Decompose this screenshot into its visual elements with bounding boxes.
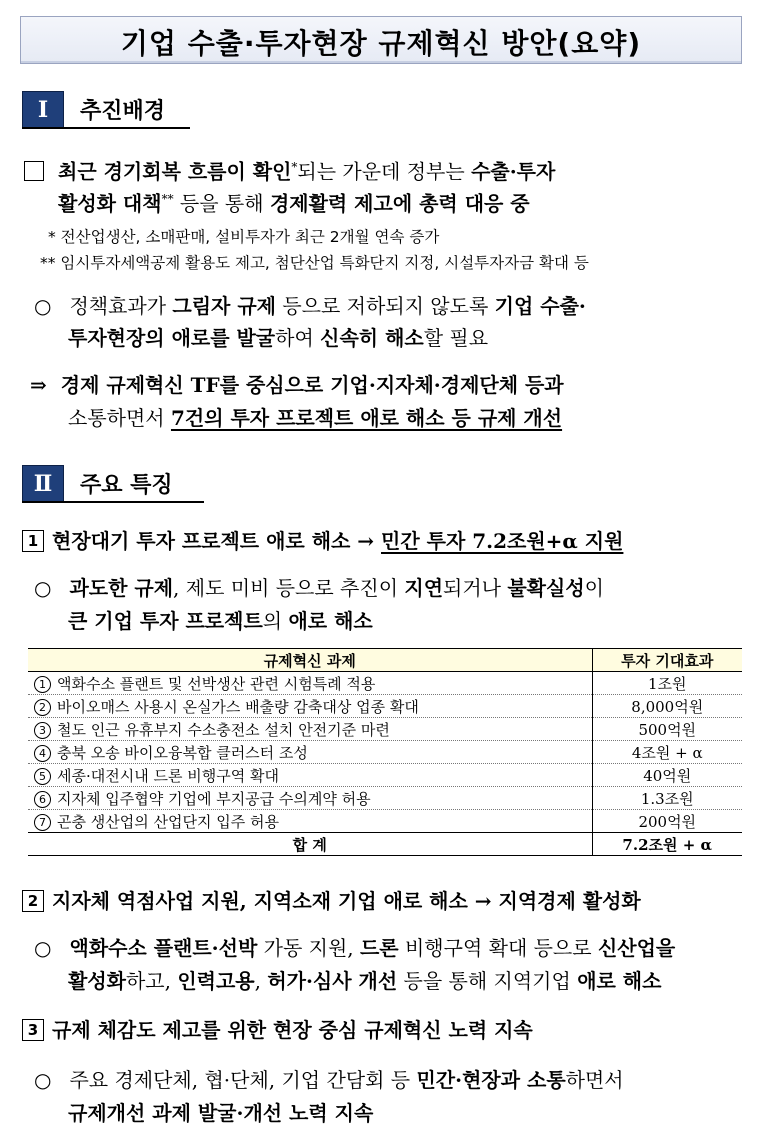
table-row [28, 718, 742, 741]
table-row [28, 695, 742, 718]
item-3-bullet-line-2: 규제개선 과제 발굴·개선 노력 지속 [68, 1101, 374, 1125]
table-header-effect: 투자 기대효과 [592, 649, 742, 672]
total-value: 7.2조원 + α [592, 833, 742, 856]
item-1-bullet-line-1: ○ 과도한 규제, 제도 미비 등으로 추진이 지연되거나 불확실성이 [34, 576, 604, 600]
task-text: 세종·대전시내 드론 비행구역 확대 [57, 766, 279, 785]
table-total-row [28, 833, 742, 856]
section-1-title: 추진배경 [80, 99, 166, 124]
item-3-bullet-line-1: ○ 주요 경제단체, 협·단체, 기업 간담회 등 민간·현장과 소통하면서 [34, 1068, 624, 1092]
table-cell-task [28, 787, 592, 810]
table-cell-task [28, 764, 592, 787]
table-cell-effect: 1조원 [592, 672, 742, 695]
item-1-bullet-line-2: 큰 기업 투자 프로젝트의 애로 해소 [68, 609, 373, 633]
footnote-1: * 전산업생산, 소매판매, 설비투자가 최근 2개월 연속 증가 [48, 228, 440, 246]
table-cell-task [28, 810, 592, 833]
bullet-2-line-2: 투자현장의 애로를 발굴하여 신속히 해소할 필요 [68, 326, 489, 350]
row-number: 3 [34, 722, 51, 739]
conclusion-line-1: ⇒ 경제 규제혁신 TF를 중심으로 기업·지자체·경제단체 등과 [30, 373, 564, 397]
item-2-number: 2 [22, 890, 44, 912]
section-2-title: 주요 특징 [80, 473, 173, 498]
table-row [28, 672, 742, 695]
circle-bullet-icon: ○ [34, 576, 52, 600]
row-number: 7 [34, 814, 51, 831]
table-cell-task [28, 672, 592, 695]
task-text: 지자체 입주협약 기업에 부지공급 수의계약 허용 [57, 789, 371, 808]
table-header-task: 규제혁신 과제 [28, 649, 592, 672]
section-1-number: Ⅰ [22, 91, 64, 129]
item-2-bullet-line-2: 활성화하고, 인력고용, 허가·심사 개선 등을 통해 지역기업 애로 해소 [68, 969, 662, 993]
row-number: 4 [34, 745, 51, 762]
bullet-1-line-1: 최근 경기회복 흐름이 확인*되는 가운데 정부는 수출·투자 [24, 154, 555, 185]
circle-bullet-icon: ○ [34, 1068, 52, 1092]
table-cell-effect: 500억원 [592, 718, 742, 741]
section-2-number: Ⅱ [22, 465, 64, 503]
table-cell-effect: 4조원 + α [592, 741, 742, 764]
circle-bullet-icon: ○ [34, 936, 52, 960]
conclusion-line-2: 소통하면서 7건의 투자 프로젝트 애로 해소 등 규제 개선 [68, 406, 563, 430]
table-cell-effect: 8,000억원 [592, 695, 742, 718]
bullet-2-line-1: ○ 정책효과가 그림자 규제 등으로 저하되지 않도록 기업 수출· [34, 294, 586, 318]
row-number: 5 [34, 768, 51, 785]
table-row [28, 741, 742, 764]
circle-bullet-icon: ○ [34, 294, 52, 318]
table-cell-task [28, 741, 592, 764]
task-text: 액화수소 플랜트 및 선박생산 관련 시험특례 적용 [57, 674, 376, 693]
row-number: 2 [34, 699, 51, 716]
section-2-underline [22, 501, 204, 503]
item-2-heading: 2 지자체 역점사업 지원, 지역소재 기업 애로 해소 → 지역경제 활성화 [22, 888, 641, 914]
section-1-underline [22, 127, 190, 129]
table-cell-effect: 40억원 [592, 764, 742, 787]
table-row [28, 787, 742, 810]
checkbox-bullet-icon [24, 161, 44, 181]
table-row [28, 810, 742, 833]
page-title: 기업 수출·투자현장 규제혁신 방안(요약) [120, 27, 642, 60]
bullet-1-line-2: 활성화 대책** 등을 통해 경제활력 제고에 총력 대응 중 [58, 191, 530, 216]
arrow-implies-icon: ⇒ [30, 373, 47, 397]
table-cell-task [28, 695, 592, 718]
regulation-table [28, 648, 742, 856]
table-cell-task [28, 718, 592, 741]
task-text: 충북 오송 바이오융복합 클러스터 조성 [57, 743, 308, 762]
table-row [28, 764, 742, 787]
item-1-number: 1 [22, 530, 44, 552]
item-2-bullet-line-1: ○ 액화수소 플랜트·선박 가동 지원, 드론 비행구역 확대 등으로 신산업을 [34, 936, 676, 960]
row-number: 6 [34, 791, 51, 808]
task-text: 곤충 생산업의 산업단지 입주 허용 [57, 812, 279, 831]
item-3-heading: 3 규제 체감도 제고를 위한 현장 중심 규제혁신 노력 지속 [22, 1017, 533, 1043]
footnote-2: ** 임시투자세액공제 활용도 제고, 첨단산업 특화단지 지정, 시설투자자금 확대 등 [40, 254, 589, 272]
table-cell-effect: 200억원 [592, 810, 742, 833]
table-cell-effect: 1.3조원 [592, 787, 742, 810]
item-1-heading: 1 현장대기 투자 프로젝트 애로 해소 → 민간 투자 7.2조원+α 지원 [22, 528, 623, 554]
row-number: 1 [34, 676, 51, 693]
task-text: 철도 인근 유휴부지 수소충전소 설치 안전기준 마련 [57, 720, 390, 739]
item-3-number: 3 [22, 1019, 44, 1041]
total-label: 합 계 [28, 833, 592, 856]
task-text: 바이오매스 사용시 온실가스 배출량 감축대상 업종 확대 [57, 697, 419, 716]
